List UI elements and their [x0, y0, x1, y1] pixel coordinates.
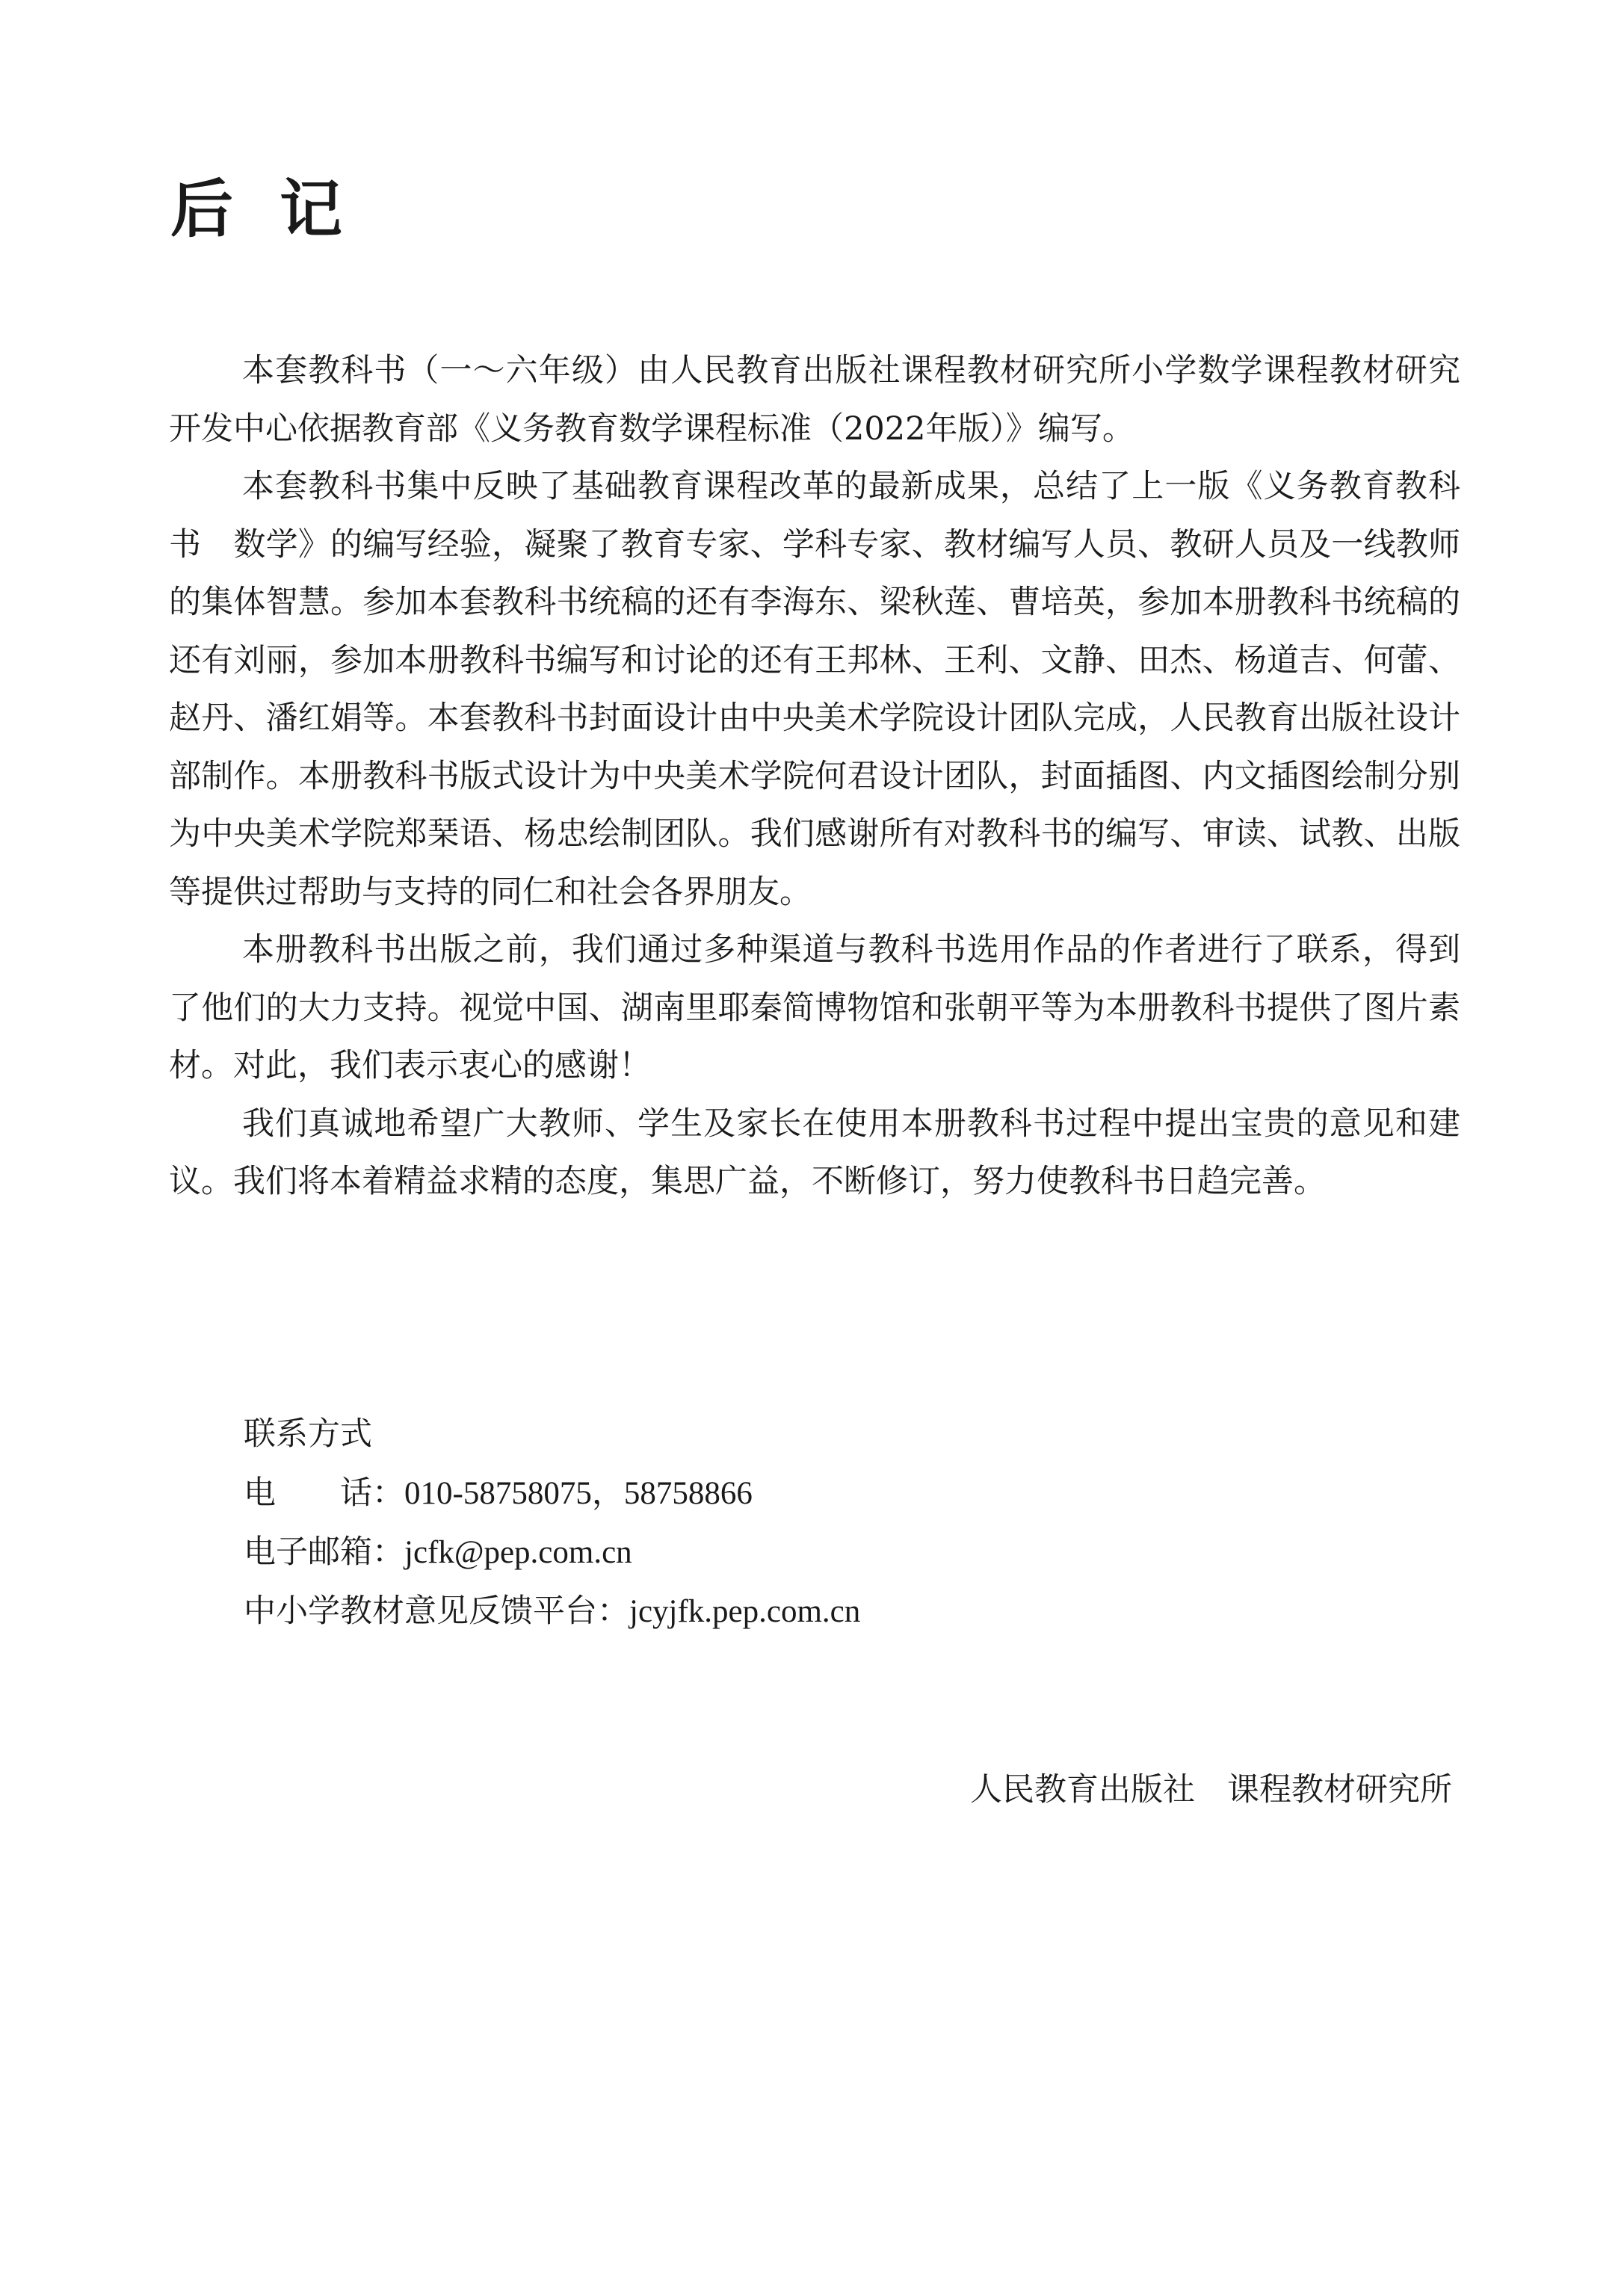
paragraph-1: 本套教科书（一～六年级）由人民教育出版社课程教材研究所小学数学课程教材研究开发中心依据教育部《义务教育数学课程标准（2022年版）》编写。 [169, 352, 1460, 448]
contact-block [244, 1405, 860, 1641]
email-label: 电子邮箱： [244, 1533, 404, 1571]
contact-phone [244, 1464, 860, 1523]
afterword-body [169, 342, 1460, 1211]
contact-heading: 联系方式 [244, 1415, 372, 1453]
contact-platform [244, 1582, 860, 1641]
phone-label: 电 话： [244, 1474, 404, 1512]
page-title [170, 173, 343, 246]
phone-value: 010-58758075，58758866 [404, 1476, 753, 1511]
platform-value: jcyjfk.pep.com.cn [629, 1594, 861, 1629]
platform-label: 中小学教材意见反馈平台： [244, 1593, 629, 1630]
contact-email [244, 1523, 860, 1582]
paragraph-4: 我们真诚地希望广大教师、学生及家长在使用本册教科书过程中提出宝贵的意见和建议。我们将本着精益求精的态度，集思广益，不断修订，努力使教科书日趋完善。 [169, 1105, 1460, 1200]
signature: 人民教育出版社 课程教材研究所 [970, 1771, 1452, 1808]
paragraph-2: 本套教科书集中反映了基础教育课程改革的最新成果，总结了上一版《义务教育教科书 数学》的编写经验，凝聚了教育专家、学科专家、教材编写人员、教研人员及一线教师的集体智慧。参加本套教科书统稿的还有李海东、梁秋莲、曹培英，参加本册教科书统稿的还有刘丽，参加本册教科书编写和讨论的还有王邦林、王利、文静、田杰、杨道吉、何蕾、赵丹、潘红娟等。本套教科书封面设计由中央美术学院设计团队完成，人民教育出版社设计部制作。本册教科书版式设计为中央美术学院何君设计团队，封面插图、内文插图绘制分别为中央美术学院郑琹语、杨忠绘制团队。我们感谢所有对教科书的编写、审读、试教、出版等提供过帮助与支持的同仁和社会各界朋友。 [169, 468, 1460, 911]
email-value: jcfk@pep.com.cn [404, 1535, 632, 1570]
paragraph-3: 本册教科书出版之前，我们通过多种渠道与教科书选用作品的作者进行了联系，得到了他们的大力支持。视觉中国、湖南里耶秦简博物馆和张朝平等为本册教科书提供了图片素材。对此，我们表示衷心的感谢！ [169, 931, 1460, 1084]
title-char-2: 记 [280, 173, 343, 246]
title-char-1: 后 [170, 173, 234, 246]
